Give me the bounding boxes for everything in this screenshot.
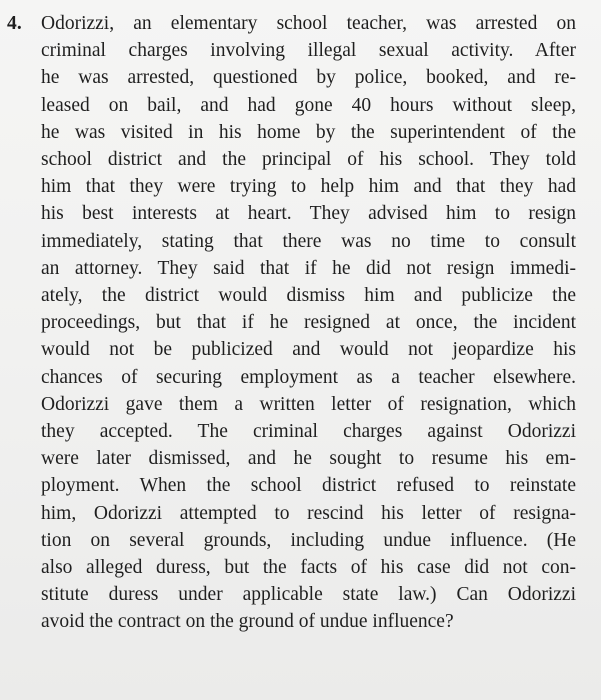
text-line: him that they were trying to help him and that they had [41,176,576,198]
text-line: proceedings, but that if he resigned at once, the incident [41,312,576,334]
text-line: he was arrested, questioned by police, booked, and re- [41,67,576,89]
text-line: they accepted. The criminal charges against Odorizzi [41,421,576,443]
text-line: also alleged duress, but the facts of his case did not con- [41,557,576,579]
problem-number: 4. [7,13,22,34]
text-line: his best interests at heart. They advised him to resign [41,203,576,225]
text-line: him, Odorizzi attempted to rescind his letter of resigna- [41,502,576,524]
text-line: he was visited in his home by the superintendent of the [41,121,576,143]
text-line: chances of securing employment as a teacher elsewhere. [41,366,576,388]
text-line: an attorney. They said that if he did not resign immedi- [41,257,576,279]
text-line: Odorizzi gave them a written letter of resignation, which [41,393,576,415]
text-line: were later dismissed, and he sought to resume his em- [41,448,576,470]
text-line: would not be publicized and would not jeopardize his [41,339,576,361]
text-line: school district and the principal of his school. They told [41,149,576,171]
text-line: tion on several grounds, including undue influence. (He [41,529,576,551]
text-line: avoid the contract on the ground of undue influence? [41,611,454,633]
text-line: leased on bail, and had gone 40 hours without sleep, [41,94,576,116]
text-line: Odorizzi, an elementary school teacher, was arrested on [41,13,576,34]
text-line: immediately, stating that there was no time to consult [41,230,576,252]
text-line: ployment. When the school district refused to reinstate [41,475,576,497]
text-line: stitute duress under applicable state law.) Can Odorizzi [41,584,576,606]
problem-text [41,10,576,636]
text-line: criminal charges involving illegal sexual activity. After [41,40,576,62]
text-line: ately, the district would dismiss him and publicize the [41,285,576,307]
